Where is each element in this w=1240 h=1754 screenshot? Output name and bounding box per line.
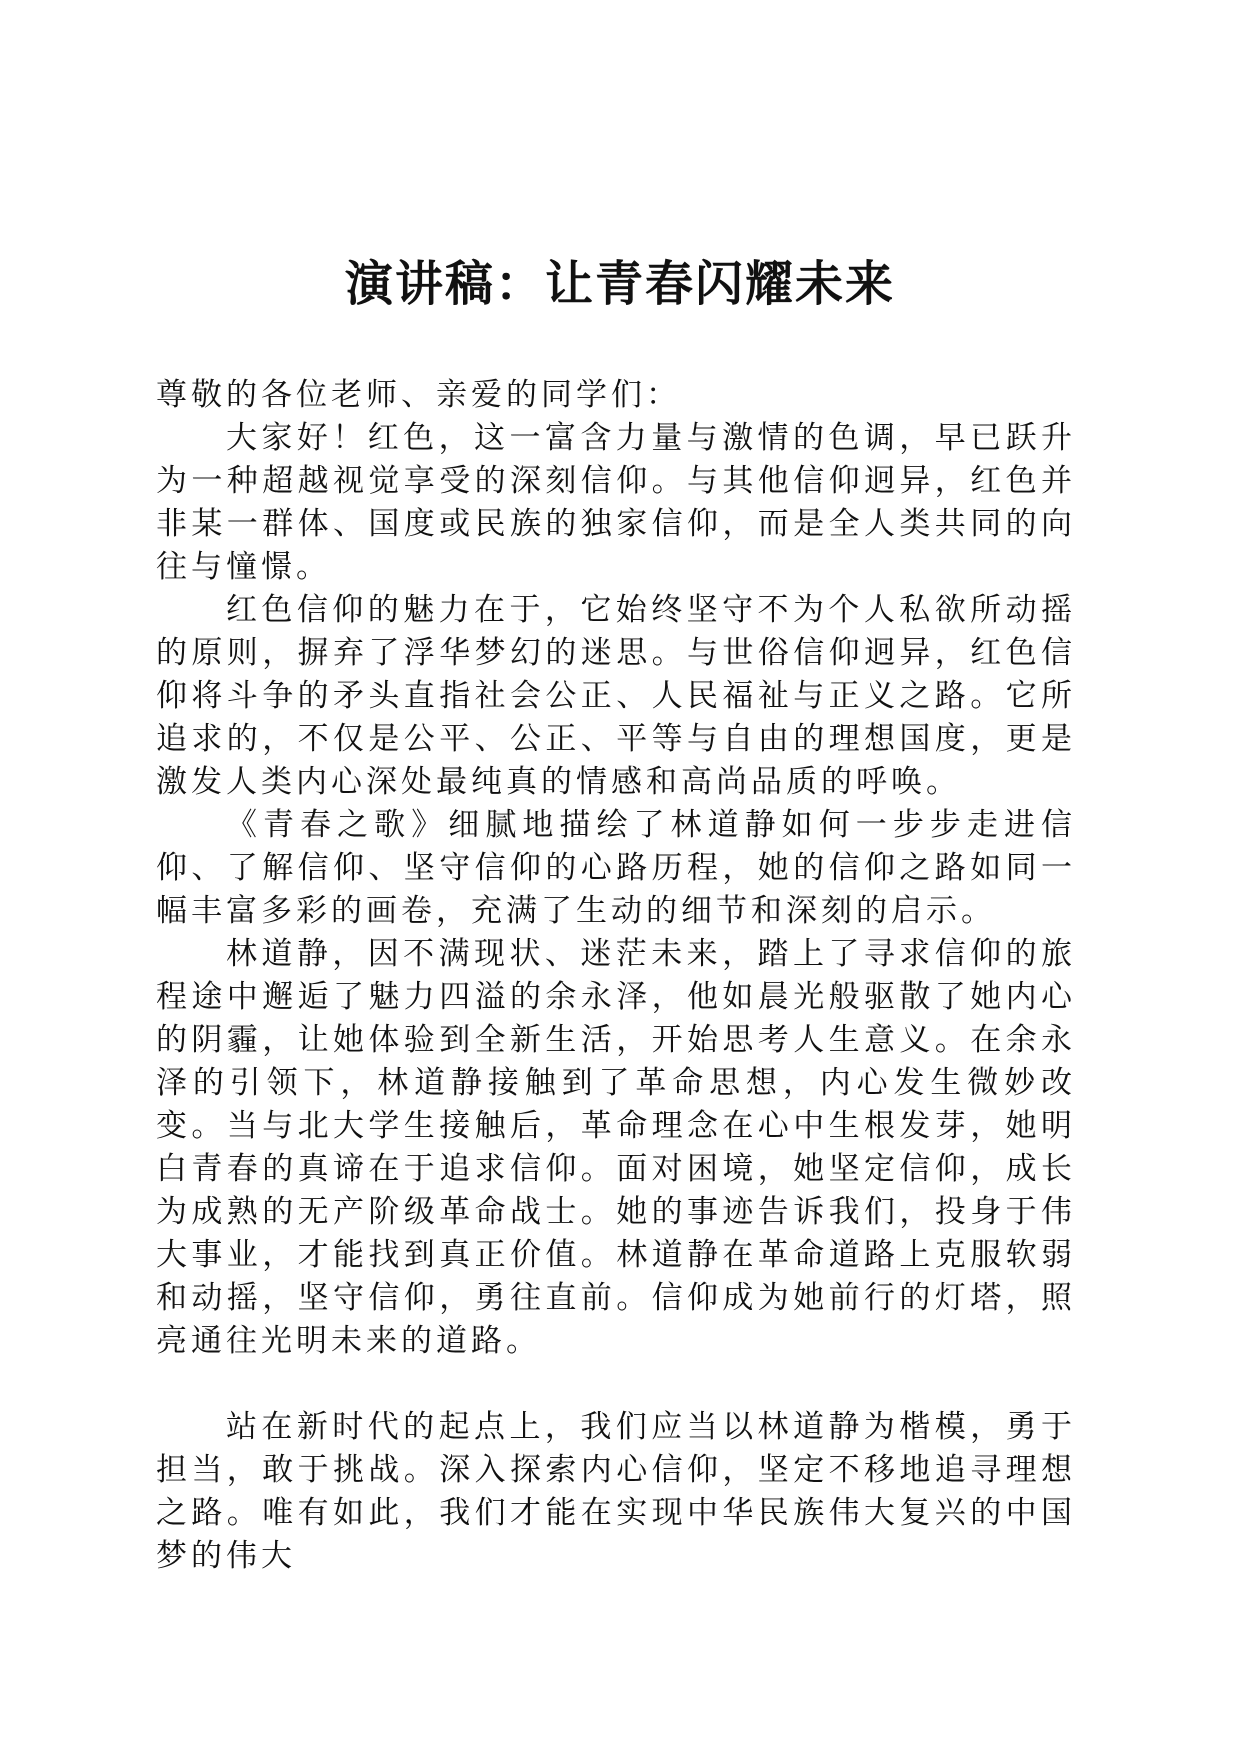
paragraph-2: 红色信仰的魅力在于，它始终坚守不为个人私欲所动摇的原则，摒弃了浮华梦幻的迷思。与世俗信仰迥异，红色信仰将斗争的矛头直指社会公正、人民福祉与正义之路。它所追求的，不仅是公平、公正、平等与自由的理想国度，更是激发人类内心深处最纯真的情感和高尚品质的呼唤。 <box>156 592 1076 800</box>
paragraph-spacer <box>156 1363 1076 1406</box>
paragraph-4: 林道静，因不满现状、迷茫未来，踏上了寻求信仰的旅程途中邂逅了魅力四溢的余永泽，他如晨光般驱散了她内心的阴霾，让她体验到全新生活，开始思考人生意义。在余永泽的引领下，林道静接触到了革命思想，内心发生微妙改变。当与北大学生接触后，革命理念在心中生根发芽，她明白青春的真谛在于追求信仰。面对困境，她坚定信仰，成长为成熟的无产阶级革命战士。她的事迹告诉我们，投身于伟大事业，才能找到真正价值。林道静在革命道路上克服软弱和动摇，坚守信仰，勇往直前。信仰成为她前行的灯塔，照亮通往光明未来的道路。 <box>156 936 1076 1359</box>
paragraph-5: 站在新时代的起点上，我们应当以林道静为楷模，勇于担当，敢于挑战。深入探索内心信仰，坚定不移地追寻理想之路。唯有如此，我们才能在实现中华民族伟大复兴的中国梦的伟大 <box>156 1409 1076 1574</box>
document-title: 演讲稿：让青春闪耀未来 <box>344 256 895 312</box>
paragraph-1: 大家好！红色，这一富含力量与激情的色调，早已跃升为一种超越视觉享受的深刻信仰。与其他信仰迥异，红色并非某一群体、国度或民族的独家信仰，而是全人类共同的向往与憧憬。 <box>156 420 1076 585</box>
salutation: 尊敬的各位老师、亲爱的同学们： <box>156 377 681 413</box>
paragraph-3: 《青春之歌》细腻地描绘了林道静如何一步步走进信仰、了解信仰、坚守信仰的心路历程，她的信仰之路如同一幅丰富多彩的画卷，充满了生动的细节和深刻的启示。 <box>156 807 1076 929</box>
document-body <box>156 374 1076 1578</box>
